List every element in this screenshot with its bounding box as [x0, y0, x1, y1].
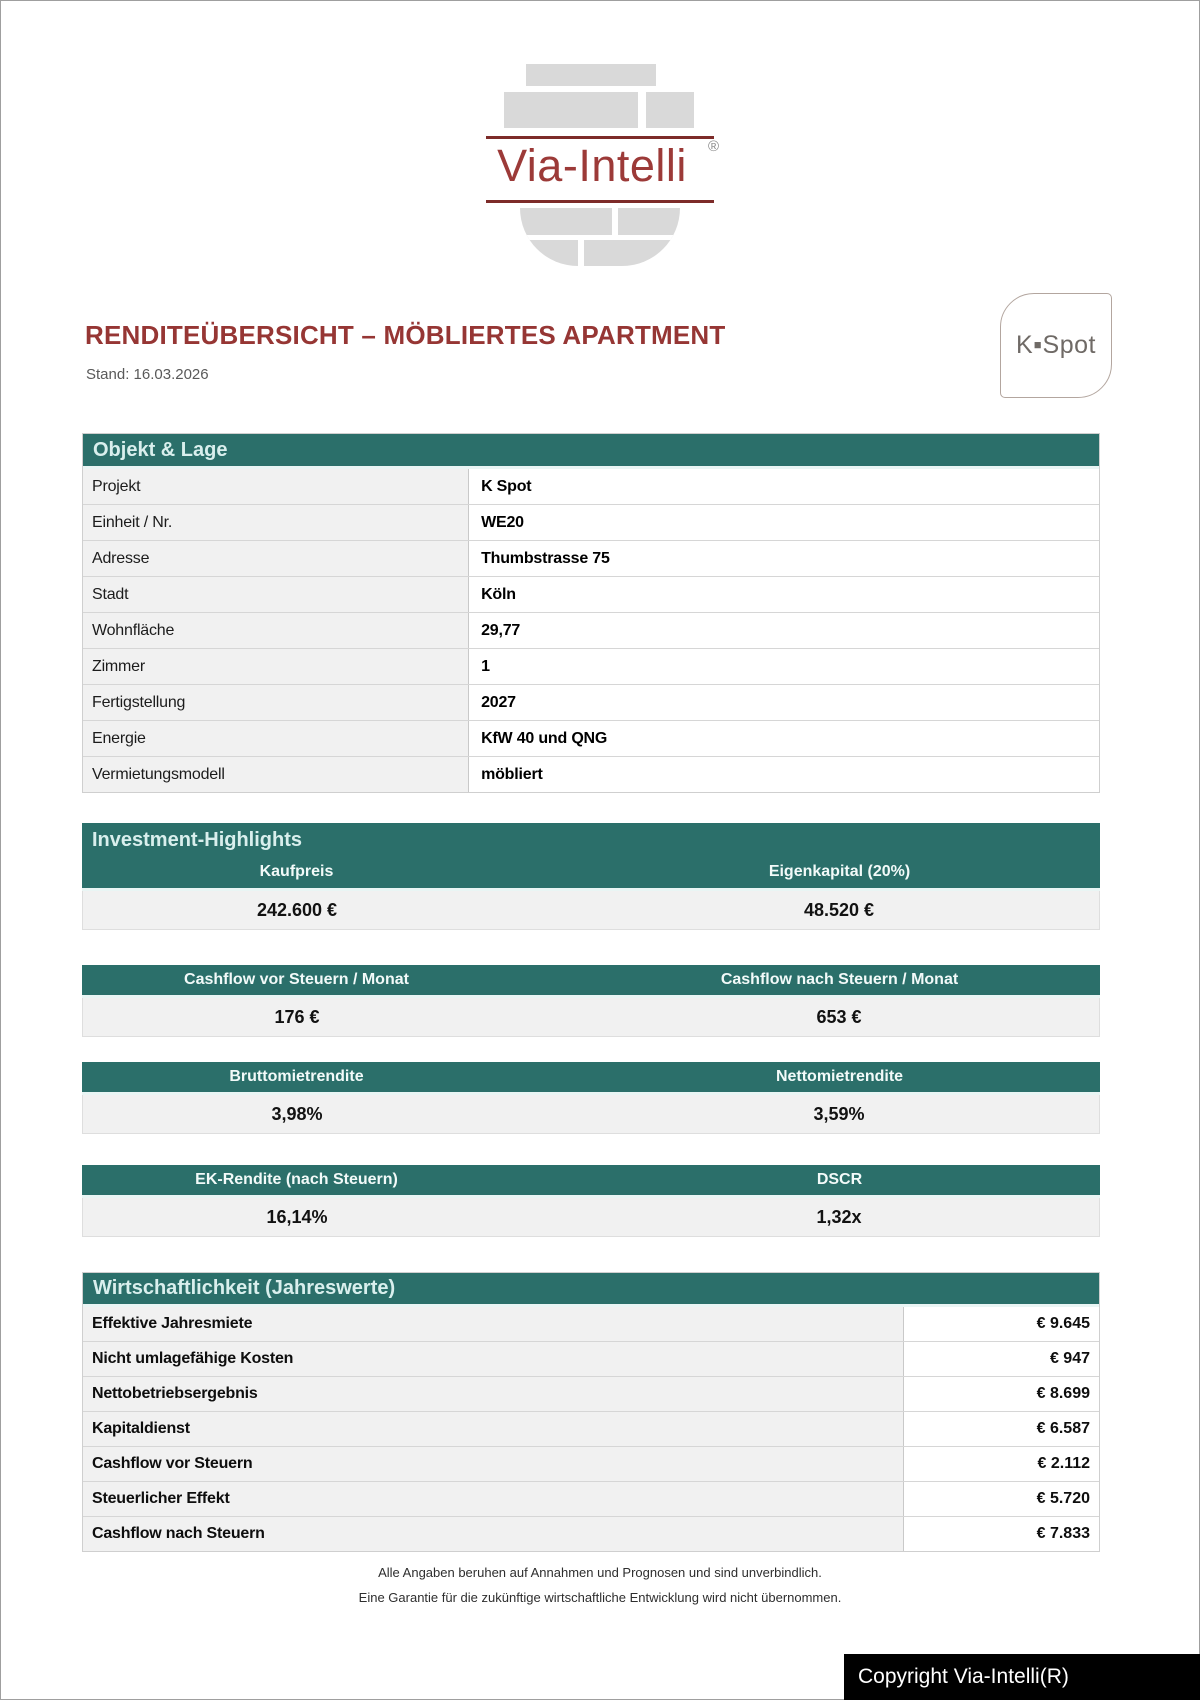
metric-value: 242.600 €	[256, 899, 338, 920]
row-value: Thumbstrasse 75	[481, 549, 610, 567]
row-value: 1	[481, 657, 490, 675]
row-label: Steuerlicher Effekt	[83, 1482, 904, 1516]
row-value: K Spot	[481, 477, 532, 495]
disclaimer-line: Alle Angaben beruhen auf Annahmen und Prognosen und sind unverbindlich.	[378, 1565, 822, 1580]
via-intelli-logo	[470, 64, 730, 250]
k-spot-badge: K▪Spot	[1000, 293, 1112, 398]
economics-table-title: Wirtschaftlichkeit (Jahreswerte)	[83, 1273, 1099, 1307]
metric-label: DSCR	[816, 1171, 863, 1188]
row-label: Cashflow nach Steuern	[83, 1517, 904, 1551]
table-row	[83, 613, 1099, 649]
logo-shield-block	[526, 64, 656, 86]
row-value: € 8.699	[1036, 1385, 1090, 1402]
row-value: € 9.645	[1036, 1315, 1090, 1332]
table-row	[83, 1517, 1099, 1551]
table-row	[83, 1377, 1099, 1412]
logo-wordmark: Via-Intelli	[497, 140, 687, 191]
logo-seam	[578, 240, 584, 266]
logo-seam	[612, 208, 618, 235]
row-value: KfW 40 und QNG	[481, 729, 608, 747]
metric-value: 48.520 €	[803, 899, 875, 920]
metric-value: 176 €	[274, 1006, 320, 1027]
logo-shield-block	[646, 92, 694, 128]
row-label: Nicht umlagefähige Kosten	[83, 1342, 904, 1376]
date-label: Stand: 16.03.2026	[86, 366, 209, 383]
object-table-title: Objekt & Lage	[83, 434, 1099, 469]
metric-label: Cashflow vor Steuern / Monat	[184, 971, 409, 988]
row-label: Wohnfläche	[83, 613, 469, 648]
row-value: WE20	[481, 513, 524, 531]
row-value: 29,77	[481, 621, 521, 639]
row-label: Vermietungsmodell	[83, 757, 469, 792]
table-row	[83, 1412, 1099, 1447]
metric-label: EK-Rendite (nach Steuern)	[195, 1171, 398, 1188]
row-label: Stadt	[83, 577, 469, 612]
row-label: Projekt	[83, 469, 469, 504]
yield-metrics-block	[82, 1062, 1100, 1134]
row-value: € 2.112	[1037, 1455, 1090, 1472]
metric-value: 3,98%	[271, 1103, 323, 1124]
logo-rule-bottom	[486, 200, 714, 203]
logo-shield-block	[504, 92, 638, 128]
row-value: € 947	[1049, 1350, 1090, 1367]
metric-label: Eigenkapital (20%)	[768, 863, 911, 880]
row-value: € 7.833	[1036, 1525, 1090, 1542]
equity-return-metrics-block	[82, 1165, 1100, 1237]
metric-value: 653 €	[816, 1006, 862, 1027]
row-label: Zimmer	[83, 649, 469, 684]
disclaimer	[0, 1560, 1200, 1610]
row-label: Einheit / Nr.	[83, 505, 469, 540]
row-label: Nettobetriebsergebnis	[83, 1377, 904, 1411]
table-row	[83, 757, 1099, 792]
highlights-title: Investment-Highlights	[92, 829, 303, 851]
object-location-table	[82, 433, 1100, 793]
metric-value: 3,59%	[813, 1103, 865, 1124]
table-row	[83, 577, 1099, 613]
registered-trademark-icon: ®	[708, 138, 720, 155]
table-row	[83, 721, 1099, 757]
economics-table	[82, 1272, 1100, 1552]
row-label: Kapitaldienst	[83, 1412, 904, 1446]
table-row	[83, 649, 1099, 685]
disclaimer-line: Eine Garantie für die zukünftige wirtschaftliche Entwicklung wird nicht übernommen.	[358, 1590, 842, 1605]
table-row	[83, 1482, 1099, 1517]
metric-label: Cashflow nach Steuern / Monat	[720, 971, 959, 988]
table-row	[83, 469, 1099, 505]
page-title: RENDITEÜBERSICHT – MÖBLIERTES APARTMENT	[85, 320, 726, 350]
row-label: Energie	[83, 721, 469, 756]
table-row	[83, 505, 1099, 541]
metric-label: Nettomietrendite	[775, 1068, 904, 1085]
logo-rule-top	[486, 136, 714, 139]
row-label: Fertigstellung	[83, 685, 469, 720]
metric-label: Kaufpreis	[259, 863, 334, 880]
metric-value: 16,14%	[266, 1206, 328, 1227]
table-row	[83, 1307, 1099, 1342]
table-row	[83, 685, 1099, 721]
table-row	[83, 1342, 1099, 1377]
row-value: 2027	[481, 693, 516, 711]
cashflow-metrics-block	[82, 965, 1100, 1037]
metric-value: 1,32x	[816, 1206, 862, 1227]
row-value: € 5.720	[1036, 1490, 1090, 1507]
row-value: Köln	[481, 585, 516, 603]
metric-label: Bruttomietrendite	[229, 1068, 364, 1085]
row-label: Adresse	[83, 541, 469, 576]
copyright-bar: Copyright Via-Intelli(R)	[844, 1654, 1200, 1700]
table-row	[83, 541, 1099, 577]
row-value: möbliert	[481, 765, 543, 783]
row-label: Effektive Jahresmiete	[83, 1307, 904, 1341]
row-label: Cashflow vor Steuern	[83, 1447, 904, 1481]
row-value: € 6.587	[1036, 1420, 1090, 1437]
logo-seam	[520, 235, 680, 240]
table-row	[83, 1447, 1099, 1482]
investment-highlights-block	[82, 823, 1100, 930]
logo-shield-bowl	[520, 208, 680, 266]
